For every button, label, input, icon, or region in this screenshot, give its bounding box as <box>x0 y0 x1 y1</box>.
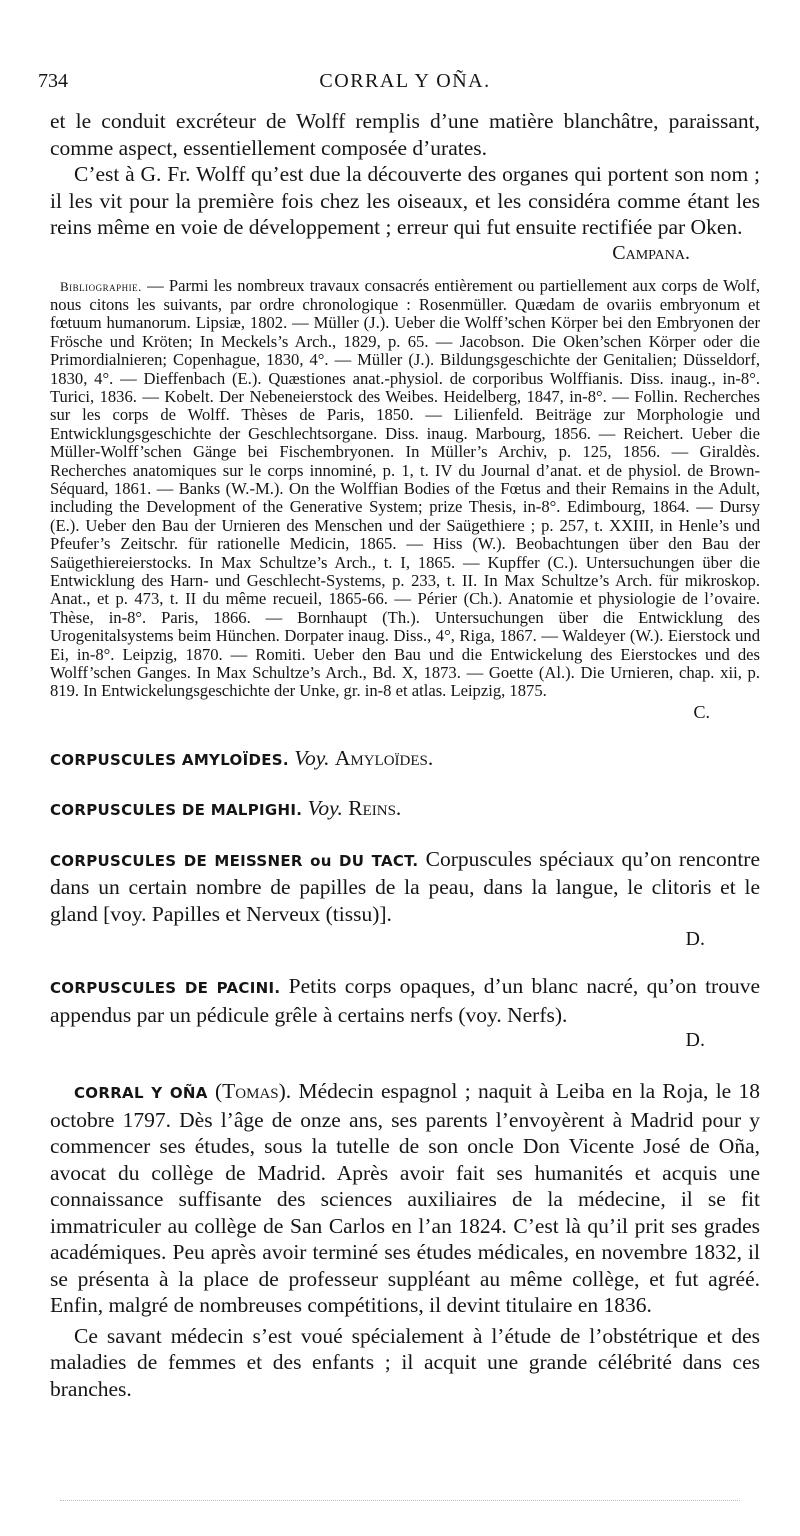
running-head: CORRAL Y OÑA. <box>319 70 491 92</box>
entry-heading: CORPUSCULES DE MEISSNER ou DU TACT. <box>50 851 419 870</box>
intro-paragraph-1: et le conduit excréteur de Wolff remplis d’une matière blanchâtre, paraissant, comme aspect, essentiellement composée d’urates. <box>50 109 760 160</box>
entry-meissner <box>50 846 760 928</box>
entry-ref: Reins. <box>348 796 402 821</box>
bibliography <box>50 277 760 701</box>
entry-malpighi <box>50 795 760 824</box>
entry-heading: CORPUSCULES DE MALPIGHI. <box>50 801 303 820</box>
entry-text: Corpuscules spéciaux qu’on rencontre dans un certain nombre de papilles de la peau, dans la langue, le clitoris et le gland [voy. Papilles et Nerveux (tissu)]. <box>50 846 760 926</box>
bibliography-text: — Parmi les nombreux travaux consacrés entièrement ou partiellement aux corps de Wolf, nous citons les suivants, par ordre chronologique : Rosenmüller. Quædam de ovariis embryonum et fœtuum humanorum. Lipsiæ, 1802. — Müller (J.). Ueber die Wolff’schen Körper bei den Embryonen der Frösche und Kröten; In Meckels’s Arch., 1829, p. 65. — Jacobson. Die Oken’schen Körper oder die Primordialnieren; Copenhague, 1830, 4°. — Müller (J.). Bildungsgeschichte der Genitalien; Düsseldorf, 1830, 4°. — Dieffenbach (E.). Quæstiones anat.-physiol. de corporibus Wolffianis. Diss. inaug., in-8°. Turici, 1836. — Kobelt. Der Nebeneierstock des Weibes. Heidelberg, 1847, in-8°. — Follin. Recherches sur les corps de Wolff. Thèses de Paris, 1850. — Lilienfeld. Beiträge zur Morphologie und Entwicklungsgeschichte der Geschlechtsorgane. Diss. inaug. Marbourg, 1856. — Reichert. Ueber die Müller-Wolff’schen Gänge bei Fischembryonen. In Müller’s Archiv, p. 125, 1856. — Giraldès. Recherches anatomiques sur le corps innominé, p. 1, t. IV du Journal d’anat. et de physiol. de Brown-Séquard, 1861. — Banks (W.-M.). On the Wolffian Bodies of the Fœtus and their Remains in the Adult, including the Development of the Generative System; prize Thesis, in-8°. Edimbourg, 1864. — Dursy (E.). Ueber den Bau der Urnieren des Menschen und der Saügethiere ; p. 257, t. XXIII, in Henle’s und Pfeufer’s Zeitschr. für rationelle Medicin, 1865. — Hiss (W.). Beobachtungen über den Bau der Saügethiereierstocks. In Max Schultze’s Arch., t. I, 1865. — Kupffer (C.). Untersuchungen über die Entwicklung des Harn- und Geschlecht-Systems, p. 233, t. II. In Max Schultze’s Arch. für mikroskop. Anat., et p. 473, t. II du même recueil, 1865-66. — Périer (Ch.). Anatomie et physiologie de l’ovaire. Thèse, in-8°. Paris, 1866. — Bornhaupt (Th.). Untersuchungen über die Entwicklung des Urogenitalsystems beim Hünchen. Dorpater inaug. Diss., 4°, Riga, 1867. — Waldeyer (W.). Eierstock und Ei, in-8°. Leipzig, 1870. — Romiti. Ueber den Bau und die Entwickelung des Eierstockes und des Wolff’schen Ganges. In Max Schultze’s Arch., Bd. X, 1873. — Goette (Al.). Die Urnieren, chap. xii, p. 819. In Entwickelungsgeschichte der Unke, gr. in-8 et atlas. Leipzig, 1875. <box>50 275 761 701</box>
entry-heading: CORPUSCULES AMYLOÏDES. <box>50 750 289 769</box>
entry-voy: Voy. <box>307 796 343 821</box>
intro-signature: Campana. <box>612 241 690 264</box>
entry-ref: Amyloïdes. <box>334 745 434 770</box>
intro-paragraph-2: C’est à G. Fr. Wolff qu’est due la découverte des organes qui portent son nom ; il les vit pour la première fois chez les oiseaux, et les considéra comme étant les reins même en voie de développement ; erreur qui fut ensuite rectifiée par Oken. <box>50 162 760 239</box>
page-number: 734 <box>38 70 68 92</box>
entry-heading: CORPUSCULES DE PACINI. <box>50 979 281 998</box>
entry-signature: D. <box>685 1029 705 1052</box>
biography-paragraph-1 <box>50 1078 760 1319</box>
entry-amyloides <box>50 745 760 774</box>
footer-rule <box>60 1500 740 1501</box>
entry-text: Petits corps opaques, d’un blanc nacré, qu’on trouve appendus par un pédicule grêle à certains nerfs (voy. Nerfs). <box>50 974 760 1027</box>
biography-text: Médecin espagnol ; naquit à Leiba en la Roja, le 18 octobre 1797. Dès l’âge de onze ans, ses parents l’envoyèrent à Madrid pour y commencer ses études, sous la tutelle de son oncle Don Vicente José de Oña, avocat du collège de Madrid. Après avoir fait ses humanités et acquis une connaissance suffisante des sciences auxiliaires de la médecine, il se fit immatriculer au collège de San Carlos en l’an 1824. C’est là qu’il prit ses grades académiques. Peu après avoir terminé ses études médicales, en novembre 1832, il se présenta à la place de professeur suppléant au même collège, et fut agréé. Enfin, malgré de nombreuses compétitions, il devint titulaire en 1836. <box>50 1079 761 1318</box>
entry-pacini <box>50 973 760 1028</box>
biography-heading: CORRAL Y OÑA <box>74 1084 208 1103</box>
bibliography-signature: C. <box>693 701 710 722</box>
page-header <box>38 70 760 108</box>
biography-paragraph-2: Ce savant médecin s’est voué spécialement à l’étude de l’obstétrique et des maladies de femmes et des enfants ; il acquit une grande célébrité dans ces branches. <box>50 1323 760 1401</box>
biography-name: (Tomas). <box>214 1079 292 1104</box>
bibliography-lead: Bibliographie. <box>60 278 142 294</box>
entry-signature: D. <box>685 928 705 951</box>
entry-voy: Voy. <box>294 745 330 770</box>
